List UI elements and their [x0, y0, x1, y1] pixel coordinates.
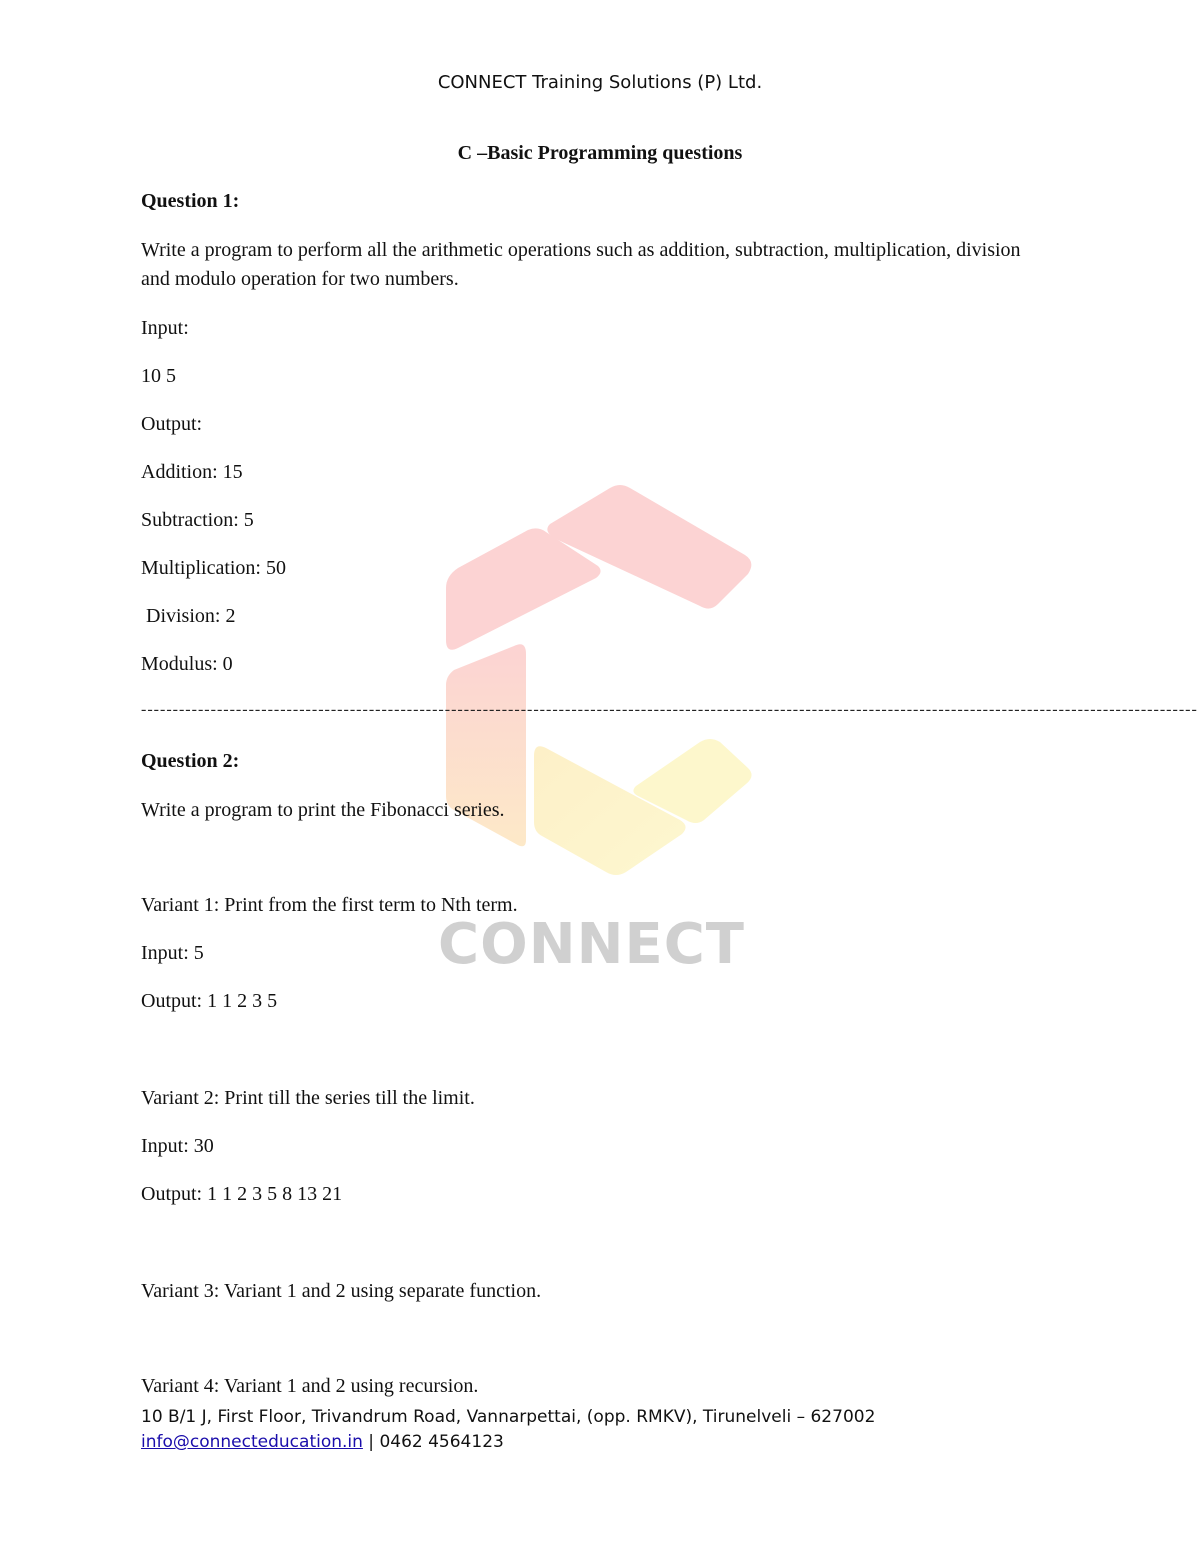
section-separator: ----------------------------------------------------------------------------------------------------------------------------------------------------------------------- — [141, 701, 1198, 718]
footer-phone: | 0462 4564123 — [362, 1432, 504, 1452]
variant-2-output: Output: 1 1 2 3 5 8 13 21 — [141, 1183, 343, 1205]
variant-1-input: Input: 5 — [141, 942, 204, 964]
question-1-text: Write a program to perform all the arithmetic operations such as addition, subtraction, multiplication, division and modulo operation for two numbers. — [141, 239, 1021, 290]
footer-contact — [141, 1432, 504, 1452]
page-title: C –Basic Programming questions — [457, 142, 743, 164]
q1-output-label: Output: — [141, 413, 203, 435]
variant-1-output: Output: 1 1 2 3 5 — [141, 990, 278, 1012]
page-header: CONNECT Training Solutions (P) Ltd. — [437, 72, 763, 93]
q1-subtraction: Subtraction: 5 — [141, 509, 254, 531]
q1-division: Division: 2 — [141, 605, 236, 627]
variant-2-text: Variant 2: Print till the series till the limit. — [141, 1087, 475, 1109]
variant-4-text: Variant 4: Variant 1 and 2 using recursion. — [141, 1375, 479, 1397]
footer-email-link[interactable]: info@connecteducation.in — [141, 1432, 363, 1452]
connect-logo-watermark — [430, 480, 770, 900]
question-2-heading: Question 2: — [141, 750, 240, 772]
q1-multiplication: Multiplication: 50 — [141, 557, 286, 579]
q1-addition: Addition: 15 — [141, 461, 243, 483]
watermark-text: CONNECT — [438, 912, 745, 977]
footer-address: 10 B/1 J, First Floor, Trivandrum Road, Vannarpettai, (opp. RMKV), Tirunelveli – 627002 — [141, 1407, 876, 1427]
q1-modulus: Modulus: 0 — [141, 653, 233, 675]
variant-2-input: Input: 30 — [141, 1135, 214, 1157]
variant-3-text: Variant 3: Variant 1 and 2 using separate function. — [141, 1280, 542, 1302]
q1-input-label: Input: — [141, 317, 189, 339]
q1-input-value: 10 5 — [141, 365, 176, 387]
variant-1-text: Variant 1: Print from the first term to Nth term. — [141, 894, 518, 916]
question-1-heading: Question 1: — [141, 190, 240, 212]
question-2-text: Write a program to print the Fibonacci series. — [141, 799, 505, 821]
